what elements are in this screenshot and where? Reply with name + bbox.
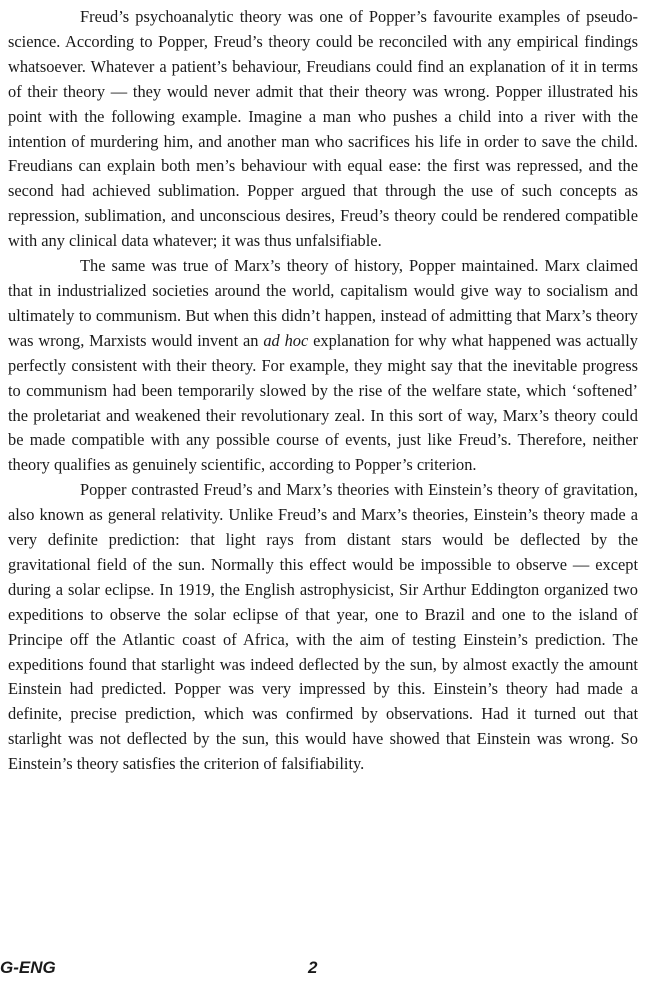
paragraph-freud — [8, 5, 638, 254]
page-footer — [0, 958, 648, 984]
paragraph-einstein — [8, 478, 638, 777]
paragraph-text: Freud’s psychoanalytic theory was one of Popper’s favourite examples of pseudo-science. According to Popper, Freud’s theory could be reconciled with any empirical findings whatsoever. Whatever a patient’s behaviour, Freudians could find an explanation of it in terms of their theory — they would never admit that their theory was wrong. Popper illustrated his point with the following example. Imagine a man who pushes a child into a river with the intention of murdering him, and another man who sacrifices his life in order to save the child. Freudians can explain both men’s behaviour with equal ease: the first was repressed, and the second had achieved sublimation. Popper argued that through the use of such concepts as repression, sublimation, and unconscious desires, Freud’s theory could be rendered compatible with any clinical data whatever; it was thus unfalsifiable. — [8, 7, 638, 251]
page-number: 2 — [308, 958, 318, 977]
paragraph-text: The same was true of Marx’s theory of history, Popper maintained. Marx claimed that in industrialized societies around the world, capitalism would give way to socialism and ultimately to communism. But when this didn’t happen, instead of admitting that Marx’s theory was wrong, Marxists would invent an — [8, 256, 638, 350]
footer-code: G-ENG — [0, 958, 56, 977]
paragraph-text: Popper contrasted Freud’s and Marx’s theories with Einstein’s theory of gravitation, also known as general relativity. Unlike Freud’s and Marx’s theories, Einstein’s theory made a very definite prediction: that light rays from distant stars would be deflected by the gravitational field of the sun. Normally this effect would be impossible to observe — except during a solar eclipse. In 1919, the English astrophysicist, Sir Arthur Eddington organized two expeditions to observe the solar eclipse of that year, one to Brazil and one to the island of Principe off the Atlantic coast of Africa, with the aim of testing Einstein’s prediction. The expeditions found that starlight was indeed deflected by the sun, by almost exactly the amount Einstein had predicted. Popper was very impressed by this. Einstein’s theory had made a definite, precise prediction, which was confirmed by observations. Had it turned out that starlight was not deflected by the sun, this would have showed that Einstein was wrong. So Einstein’s theory satisfies the criterion of falsifiability. — [8, 480, 638, 774]
paragraph-marx — [8, 254, 638, 478]
italic-term: ad hoc — [263, 330, 309, 350]
paragraph-text: explanation for why what happened was actually perfectly consistent with their theory. For example, they might say that the inevitable progress to communism had been temporarily slowed by the rise of the welfare state, which ‘softened’ the proletariat and weakened their revolutionary zeal. In this sort of way, Marx’s theory could be made compatible with any possible course of events, just like Freud’s. Therefore, neither theory qualifies as genuinely scientific, according to Popper’s criterion. — [8, 330, 639, 475]
document-body — [8, 5, 638, 777]
